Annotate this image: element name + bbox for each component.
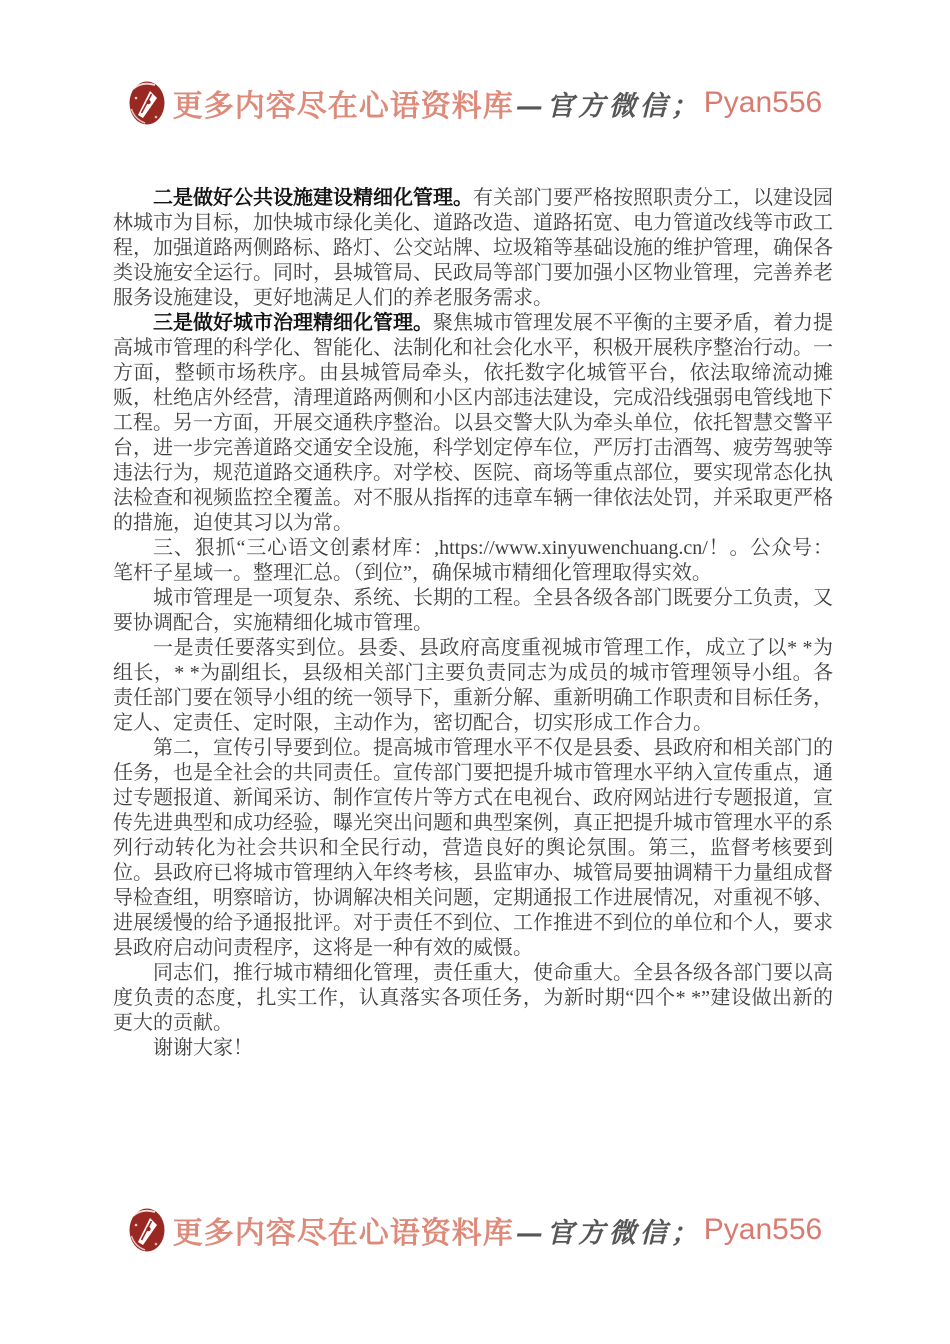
watermark-wechat-label: —官方微信； — [515, 1217, 702, 1249]
watermark-wechat-label: —官方微信； — [515, 90, 702, 122]
paragraph-text: 聚焦城市管理发展不平衡的主要矛盾，着力提高城市管理的科学化、智能化、法制化和社会化水平，积极开展秩序整治行动。一方面，整顿市场秩序。由县城管局牵头，依托数字化城管平台，依法取缔流动摊贩，杜绝店外经营，清理道路两侧和小区内部违法建设，完成沿线强弱电管线地下工程。另一方面，开展交通秩序整治。以县交警大队为牵头单位，依托智慧交警平台，进一步完善道路交通安全设施，科学划定停车位，严厉打击酒驾、疲劳驾驶等违法行为，规范道路交通秩序。对学校、医院、商场等重点部位，要实现常态化执法检查和视频监控全覆盖。对不服从指挥的违章车辆一律依法处罚，并采取更严格的措施，迫使其习以为常。 — [113, 312, 833, 534]
pen-nib-badge-icon — [128, 79, 166, 127]
paragraph-lead: 三是做好城市治理精细化管理。 — [153, 312, 433, 334]
paragraph-closing-remarks — [113, 961, 833, 1036]
paragraph-text: 三、狠抓“三心语文创素材库：,https://www.xinyuwenchuang.cn/！。公众号：笔杆子星域一。整理汇总。（到位”，确保城市精细化管理取得实效。 — [113, 537, 833, 584]
watermark-library-text: 更多内容尽在心语资料库 — [172, 1217, 514, 1250]
footer-watermark — [0, 1203, 950, 1257]
paragraph-city-management-intro — [113, 586, 833, 636]
watermark-wechat-id: Pyan556 — [703, 86, 823, 119]
paragraph-text: 一是责任要落实到位。县委、县政府高度重视城市管理工作，成立了以* *为组长，* *为副组长，县级相关部门主要负责同志为成员的城市管理领导小组。各责任部门要在领导小组的统一领导下，重新分解、重新明确工作职责和目标任务，定人、定责任、定时限，主动作为，密切配合，切实形成工作合力。 — [113, 637, 833, 734]
paragraph-text: 有关部门要严格按照职责分工，以建设园林城市为目标，加快城市绿化美化、道路改造、道路拓宽、电力管道改线等市政工程，加强道路两侧路标、路灯、公交站牌、垃圾箱等基础设施的维护管理，确保各类设施安全运行。同时，县城管局、民政局等部门要加强小区物业管理，完善养老服务设施建设，更好地满足人们的养老服务需求。 — [113, 187, 833, 309]
paragraph-city-governance — [113, 311, 833, 536]
paragraph-text: 城市管理是一项复杂、系统、长期的工程。全县各级各部门既要分工负责，又要协调配合，实施精细化城市管理。 — [113, 587, 833, 634]
paragraph-text: 谢谢大家！ — [153, 1037, 253, 1059]
paragraph-responsibility — [113, 636, 833, 736]
watermark-library-text: 更多内容尽在心语资料库 — [172, 90, 514, 123]
paragraph-public-facilities — [113, 186, 833, 311]
paragraph-text: 同志们，推行城市精细化管理，责任重大，使命重大。全县各级各部门要以高度负责的态度，扎实工作，认真落实各项任务，为新时期“四个* *”建设做出新的更大的贡献。 — [113, 962, 833, 1034]
paragraph-thanks — [113, 1036, 833, 1061]
paragraph-publicity-supervision — [113, 736, 833, 961]
watermark-wechat-id: Pyan556 — [703, 1213, 823, 1246]
paragraph-section-three — [113, 536, 833, 586]
paragraph-text: 第二，宣传引导要到位。提高城市管理水平不仅是县委、县政府和相关部门的任务，也是全社会的共同责任。宣传部门要把提升城市管理水平纳入宣传重点，通过专题报道、新闻采访、制作宣传片等方式在电视台、政府网站进行专题报道，宣传先进典型和成功经验，曝光突出问题和典型案例，真正把提升城市管理水平的系列行动转化为社会共识和全民行动，营造良好的舆论氛围。第三，监督考核要到位。县政府已将城市管理纳入年终考核，县监审办、城管局要抽调精干力量组成督导检查组，明察暗访，协调解决相关问题，定期通报工作进展情况，对重视不够、进展缓慢的给予通报批评。对于责任不到位、工作推进不到位的单位和个人，要求县政府启动问责程序，这将是一种有效的威慑。 — [113, 737, 833, 959]
pen-nib-badge-icon — [128, 1206, 166, 1254]
header-watermark — [0, 76, 950, 130]
paragraph-lead: 二是做好公共设施建设精细化管理。 — [153, 187, 473, 209]
document-body — [113, 186, 833, 1061]
